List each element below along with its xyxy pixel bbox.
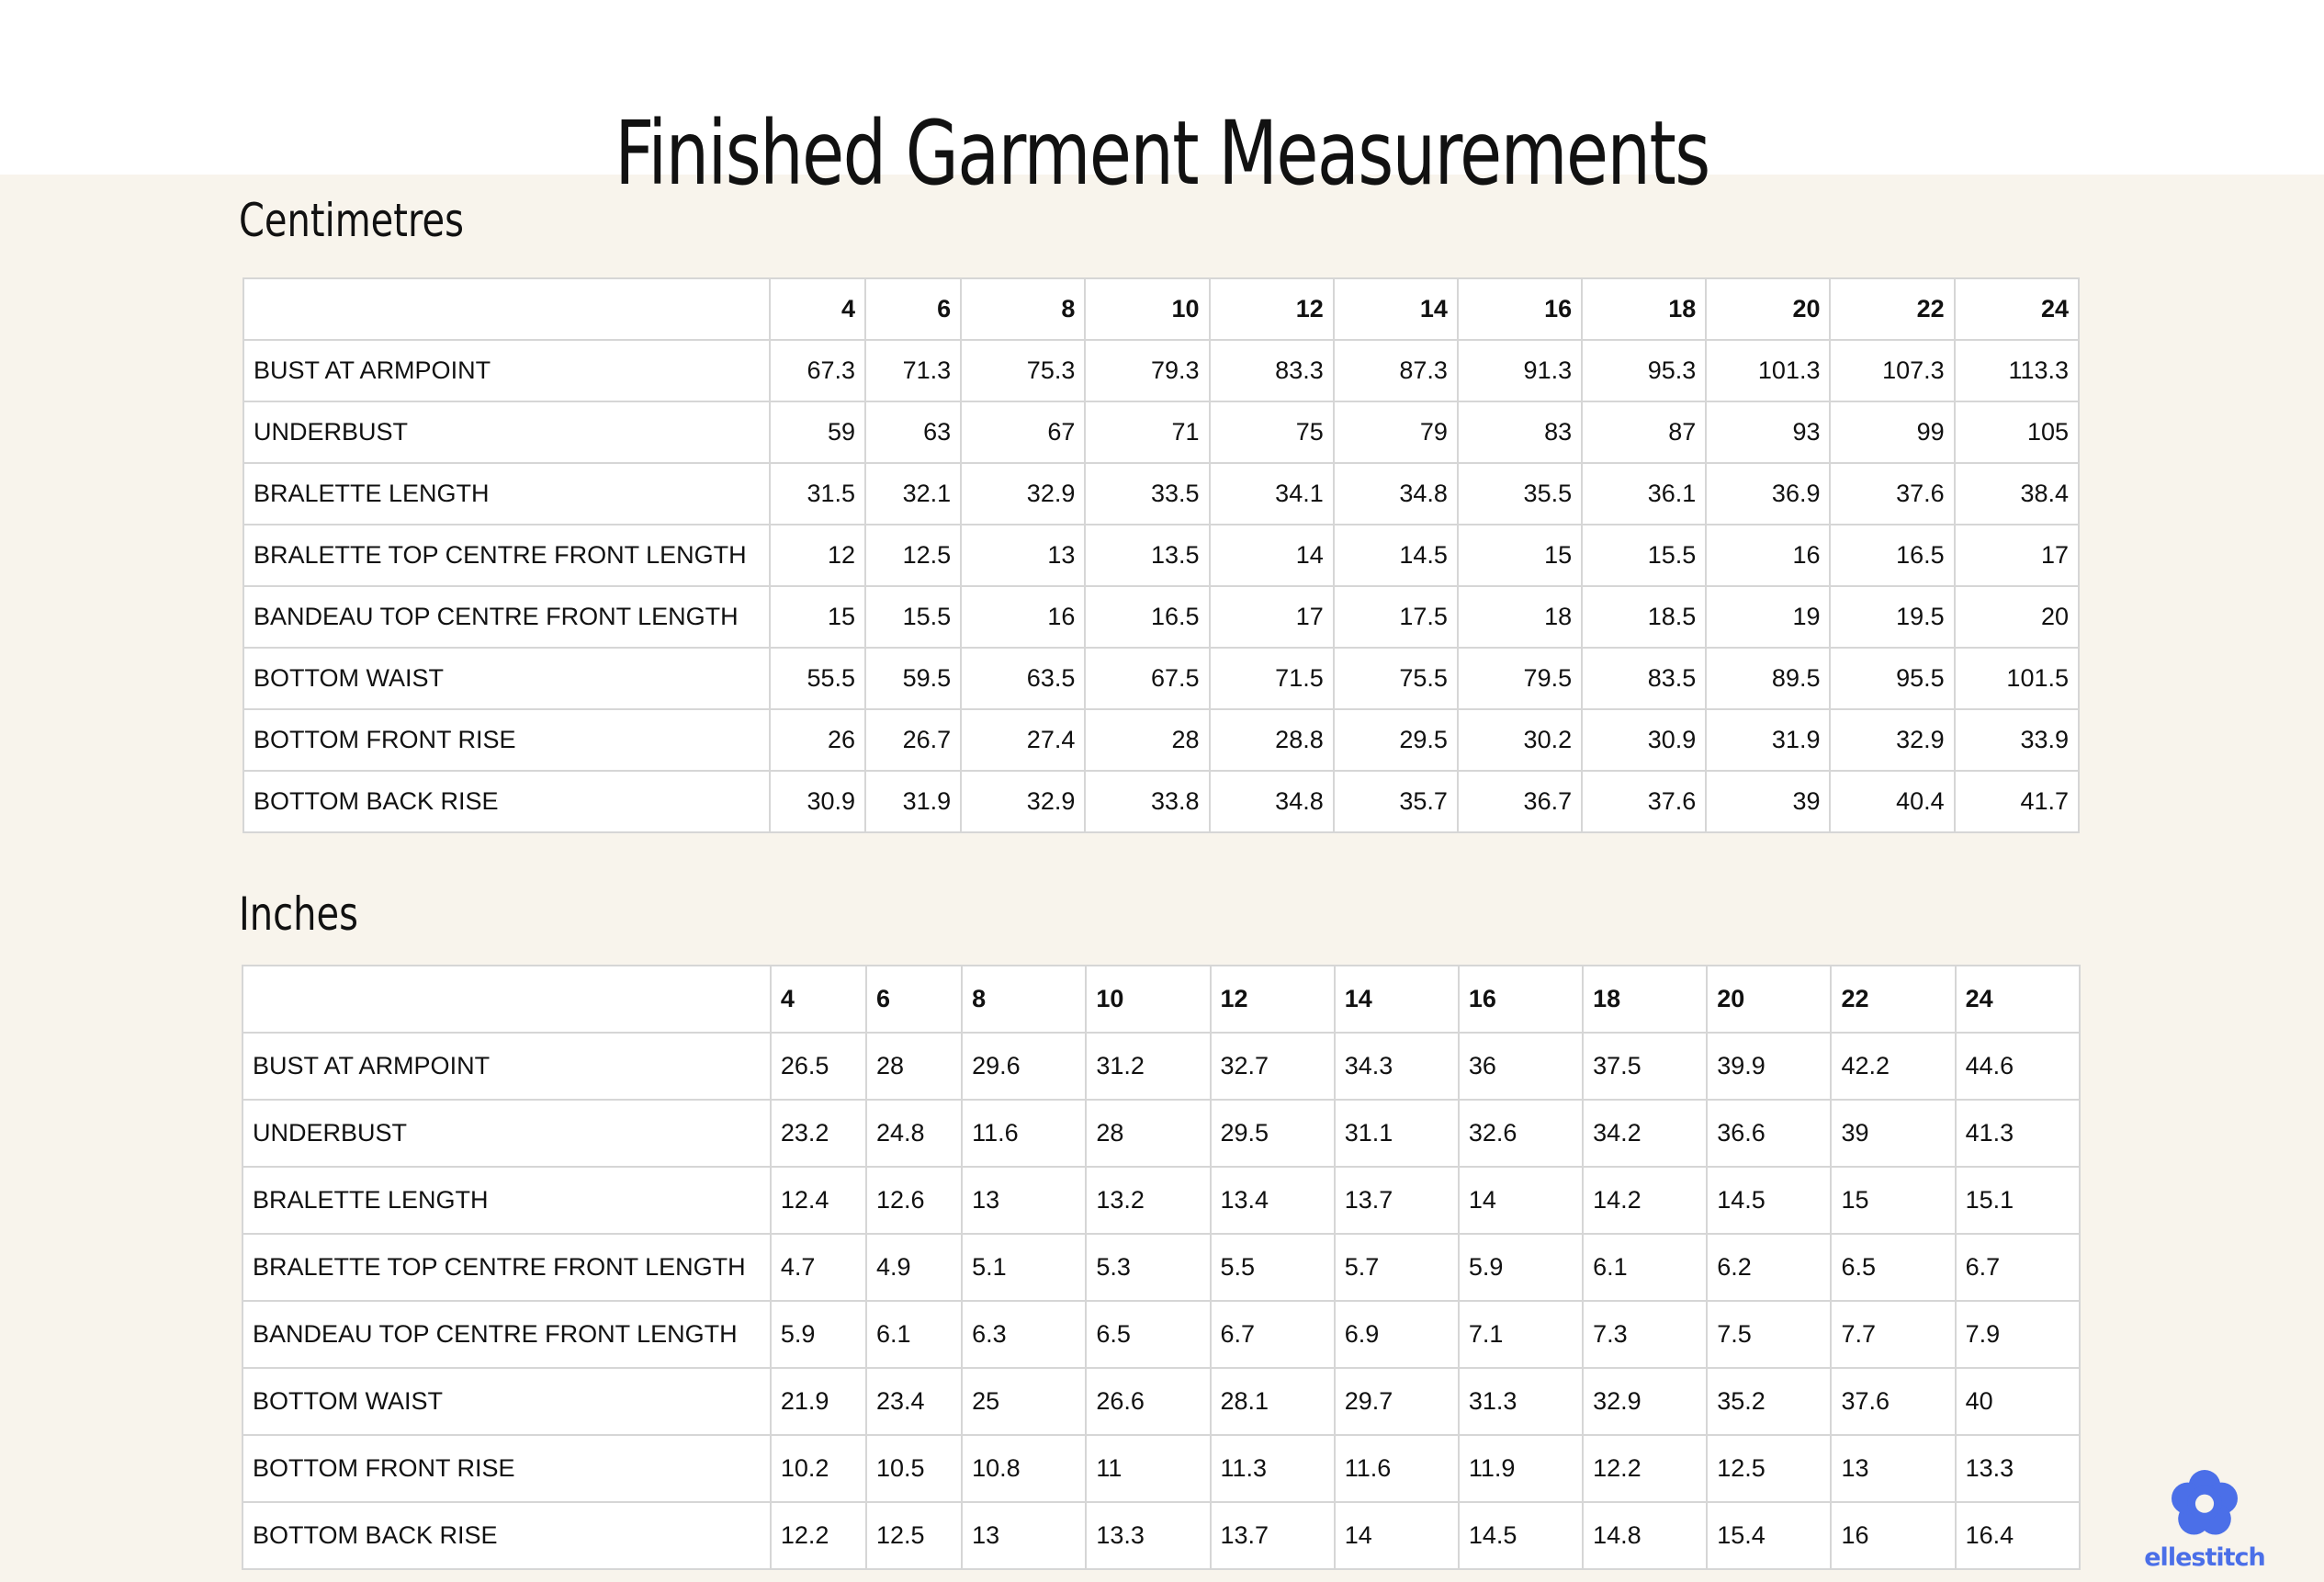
size-header-22: 22 (1830, 278, 1954, 340)
measurement-cell: 13 (962, 1167, 1086, 1234)
measurement-cell: 33.9 (1955, 709, 2079, 771)
measurement-cell: 7.9 (1956, 1301, 2080, 1368)
measurement-cell: 31.5 (770, 463, 865, 525)
measurement-cell: 71.5 (1210, 648, 1334, 709)
measurement-cell: 13.7 (1211, 1502, 1335, 1569)
inches-header-row (243, 966, 2080, 1033)
measurement-cell: 25 (962, 1368, 1086, 1435)
measurement-cell: 42.2 (1831, 1033, 1955, 1100)
measurement-cell: 67.3 (770, 340, 865, 401)
row-label: BRALETTE TOP CENTRE FRONT LENGTH (243, 1234, 771, 1301)
measurement-cell: 13 (962, 1502, 1086, 1569)
size-header-4: 4 (770, 278, 865, 340)
measurement-cell: 5.9 (1459, 1234, 1583, 1301)
measurement-cell: 6.1 (866, 1301, 962, 1368)
measurement-cell: 95.5 (1830, 648, 1954, 709)
measurement-cell: 14.5 (1459, 1502, 1583, 1569)
measurement-cell: 29.7 (1335, 1368, 1459, 1435)
measurement-cell: 41.3 (1956, 1100, 2080, 1167)
row-label: UNDERBUST (243, 1100, 771, 1167)
measurement-cell: 37.6 (1830, 463, 1954, 525)
measurement-cell: 14.8 (1583, 1502, 1707, 1569)
table-row (243, 525, 2079, 586)
measurement-cell: 34.1 (1210, 463, 1334, 525)
measurement-cell: 89.5 (1706, 648, 1830, 709)
measurement-cell: 34.3 (1335, 1033, 1459, 1100)
measurement-cell: 31.2 (1086, 1033, 1210, 1100)
measurement-cell: 15 (770, 586, 865, 648)
measurement-cell: 13.4 (1211, 1167, 1335, 1234)
measurement-cell: 6.2 (1707, 1234, 1831, 1301)
measurement-cell: 36.1 (1582, 463, 1706, 525)
row-label: UNDERBUST (243, 401, 770, 463)
row-label: BRALETTE LENGTH (243, 463, 770, 525)
measurement-cell: 83 (1458, 401, 1582, 463)
measurement-cell: 11.3 (1211, 1435, 1335, 1502)
row-label: BRALETTE LENGTH (243, 1167, 771, 1234)
measurement-cell: 24.8 (866, 1100, 962, 1167)
size-header-6: 6 (866, 966, 962, 1033)
measurement-cell: 34.2 (1583, 1100, 1707, 1167)
measurement-cell: 67 (961, 401, 1085, 463)
row-label: BOTTOM WAIST (243, 648, 770, 709)
measurement-cell: 105 (1955, 401, 2079, 463)
measurement-cell: 10.5 (866, 1435, 962, 1502)
measurement-cell: 40 (1956, 1368, 2080, 1435)
centimetres-header (243, 278, 2079, 340)
measurement-cell: 7.7 (1831, 1301, 1955, 1368)
size-header-20: 20 (1707, 966, 1831, 1033)
row-label: BUST AT ARMPOINT (243, 1033, 771, 1100)
measurement-cell: 79.5 (1458, 648, 1582, 709)
measurement-cell: 35.7 (1334, 771, 1458, 832)
size-header-24: 24 (1956, 966, 2080, 1033)
measurement-cell: 29.5 (1211, 1100, 1335, 1167)
measurement-cell: 75 (1210, 401, 1334, 463)
measurement-cell: 14.2 (1583, 1167, 1707, 1234)
measurement-cell: 16.4 (1956, 1502, 2080, 1569)
measurement-cell: 14 (1459, 1167, 1583, 1234)
measurement-cell: 44.6 (1956, 1033, 2080, 1100)
size-header-8: 8 (961, 278, 1085, 340)
measurement-cell: 63.5 (961, 648, 1085, 709)
table-row (243, 586, 2079, 648)
measurement-cell: 28 (1086, 1100, 1210, 1167)
measurement-cell: 29.6 (962, 1033, 1086, 1100)
measurement-cell: 32.7 (1211, 1033, 1335, 1100)
measurement-cell: 16.5 (1085, 586, 1209, 648)
inches-table (242, 965, 2081, 1570)
measurement-cell: 37.6 (1831, 1368, 1955, 1435)
measurement-cell: 31.3 (1459, 1368, 1583, 1435)
measurement-cell: 31.1 (1335, 1100, 1459, 1167)
measurement-cell: 18 (1458, 586, 1582, 648)
inches-body (243, 1033, 2080, 1569)
inches-header (243, 966, 2080, 1033)
measurement-cell: 36.6 (1707, 1100, 1831, 1167)
measurement-cell: 75.5 (1334, 648, 1458, 709)
measurement-cell: 6.9 (1335, 1301, 1459, 1368)
table-row (243, 1502, 2080, 1569)
size-header-14: 14 (1334, 278, 1458, 340)
measurement-cell: 101.3 (1706, 340, 1830, 401)
measurement-cell: 6.3 (962, 1301, 1086, 1368)
measurement-cell: 29.5 (1334, 709, 1458, 771)
centimetres-header-row (243, 278, 2079, 340)
inches-heading: Inches (239, 887, 358, 941)
size-header-10: 10 (1085, 278, 1209, 340)
table-row (243, 463, 2079, 525)
measurement-cell: 71.3 (865, 340, 961, 401)
measurement-cell: 6.7 (1956, 1234, 2080, 1301)
measurement-cell: 95.3 (1582, 340, 1706, 401)
measurement-cell: 93 (1706, 401, 1830, 463)
measurement-cell: 13.3 (1086, 1502, 1210, 1569)
table-row (243, 648, 2079, 709)
centimetres-body (243, 340, 2079, 832)
table-row (243, 401, 2079, 463)
row-label: BRALETTE TOP CENTRE FRONT LENGTH (243, 525, 770, 586)
table-row (243, 1167, 2080, 1234)
measurement-cell: 7.3 (1583, 1301, 1707, 1368)
measurement-cell: 67.5 (1085, 648, 1209, 709)
table-row (243, 1435, 2080, 1502)
measurement-cell: 12.4 (771, 1167, 866, 1234)
header-corner-cell (243, 966, 771, 1033)
measurement-cell: 10.8 (962, 1435, 1086, 1502)
measurement-cell: 5.7 (1335, 1234, 1459, 1301)
measurement-cell: 13.5 (1085, 525, 1209, 586)
measurement-cell: 30.9 (770, 771, 865, 832)
measurement-cell: 14 (1335, 1502, 1459, 1569)
measurement-cell: 19 (1706, 586, 1830, 648)
measurement-cell: 55.5 (770, 648, 865, 709)
measurement-cell: 79.3 (1085, 340, 1209, 401)
measurement-cell: 27.4 (961, 709, 1085, 771)
row-label: BOTTOM BACK RISE (243, 1502, 771, 1569)
size-header-14: 14 (1335, 966, 1459, 1033)
measurement-cell: 15.5 (1582, 525, 1706, 586)
measurement-cell: 79 (1334, 401, 1458, 463)
size-header-10: 10 (1086, 966, 1210, 1033)
flower-icon (2172, 1470, 2238, 1536)
row-label: BOTTOM BACK RISE (243, 771, 770, 832)
measurement-cell: 87.3 (1334, 340, 1458, 401)
measurement-cell: 23.2 (771, 1100, 866, 1167)
measurement-cell: 7.1 (1459, 1301, 1583, 1368)
measurement-cell: 36 (1459, 1033, 1583, 1100)
size-header-16: 16 (1459, 966, 1583, 1033)
measurement-cell: 37.6 (1582, 771, 1706, 832)
measurement-cell: 34.8 (1210, 771, 1334, 832)
measurement-cell: 10.2 (771, 1435, 866, 1502)
measurement-cell: 26.7 (865, 709, 961, 771)
header-corner-cell (243, 278, 770, 340)
measurement-cell: 14.5 (1334, 525, 1458, 586)
measurement-cell: 11.6 (1335, 1435, 1459, 1502)
size-header-12: 12 (1211, 966, 1335, 1033)
measurement-cell: 39 (1706, 771, 1830, 832)
measurement-cell: 33.5 (1085, 463, 1209, 525)
measurement-cell: 6.5 (1831, 1234, 1955, 1301)
measurement-cell: 34.8 (1334, 463, 1458, 525)
measurement-cell: 30.9 (1582, 709, 1706, 771)
row-label: BOTTOM WAIST (243, 1368, 771, 1435)
measurement-cell: 5.5 (1211, 1234, 1335, 1301)
table-row (243, 1234, 2080, 1301)
measurement-cell: 12.2 (1583, 1435, 1707, 1502)
measurement-cell: 12.5 (1707, 1435, 1831, 1502)
measurement-cell: 32.9 (1583, 1368, 1707, 1435)
size-header-12: 12 (1210, 278, 1334, 340)
measurement-cell: 83.3 (1210, 340, 1334, 401)
measurement-cell: 59 (770, 401, 865, 463)
measurement-cell: 38.4 (1955, 463, 2079, 525)
measurement-cell: 33.8 (1085, 771, 1209, 832)
measurement-cell: 18.5 (1582, 586, 1706, 648)
row-label: BOTTOM FRONT RISE (243, 1435, 771, 1502)
page-title: Finished Garment Measurements (615, 102, 1709, 206)
measurement-cell: 32.6 (1459, 1100, 1583, 1167)
brand-logo-text: ellestitch (2144, 1543, 2265, 1572)
measurement-cell: 28.8 (1210, 709, 1334, 771)
measurement-cell: 5.1 (962, 1234, 1086, 1301)
measurement-cell: 16 (961, 586, 1085, 648)
measurement-cell: 99 (1830, 401, 1954, 463)
measurement-cell: 13.2 (1086, 1167, 1210, 1234)
measurement-cell: 32.9 (961, 463, 1085, 525)
measurement-cell: 32.9 (1830, 709, 1954, 771)
measurement-cell: 39.9 (1707, 1033, 1831, 1100)
measurement-cell: 87 (1582, 401, 1706, 463)
size-header-6: 6 (865, 278, 961, 340)
table-row (243, 1368, 2080, 1435)
table-row (243, 771, 2079, 832)
measurement-cell: 16 (1831, 1502, 1955, 1569)
size-header-16: 16 (1458, 278, 1582, 340)
measurement-cell: 5.3 (1086, 1234, 1210, 1301)
size-header-18: 18 (1583, 966, 1707, 1033)
measurement-cell: 6.5 (1086, 1301, 1210, 1368)
measurement-cell: 17.5 (1334, 586, 1458, 648)
size-header-20: 20 (1706, 278, 1830, 340)
brand-logo (2140, 1470, 2269, 1571)
measurement-cell: 14 (1210, 525, 1334, 586)
measurement-cell: 23.4 (866, 1368, 962, 1435)
table-row (243, 709, 2079, 771)
size-header-24: 24 (1955, 278, 2079, 340)
measurement-cell: 16 (1706, 525, 1830, 586)
centimetres-table (243, 277, 2080, 833)
measurement-cell: 31.9 (1706, 709, 1830, 771)
measurement-cell: 41.7 (1955, 771, 2079, 832)
measurement-cell: 107.3 (1830, 340, 1954, 401)
measurement-cell: 83.5 (1582, 648, 1706, 709)
measurement-cell: 12.5 (865, 525, 961, 586)
measurement-cell: 101.5 (1955, 648, 2079, 709)
measurement-cell: 11 (1086, 1435, 1210, 1502)
size-header-18: 18 (1582, 278, 1706, 340)
measurement-cell: 17 (1210, 586, 1334, 648)
size-header-8: 8 (962, 966, 1086, 1033)
table-row (243, 340, 2079, 401)
measurement-cell: 12.6 (866, 1167, 962, 1234)
measurement-cell: 7.5 (1707, 1301, 1831, 1368)
measurement-cell: 13 (1831, 1435, 1955, 1502)
measurement-cell: 12 (770, 525, 865, 586)
measurement-cell: 32.1 (865, 463, 961, 525)
measurement-cell: 11.6 (962, 1100, 1086, 1167)
measurement-cell: 15.4 (1707, 1502, 1831, 1569)
measurement-cell: 13 (961, 525, 1085, 586)
measurement-cell: 5.9 (771, 1301, 866, 1368)
table-row (243, 1100, 2080, 1167)
row-label: BOTTOM FRONT RISE (243, 709, 770, 771)
measurement-cell: 75.3 (961, 340, 1085, 401)
measurement-cell: 11.9 (1459, 1435, 1583, 1502)
measurement-cell: 6.7 (1211, 1301, 1335, 1368)
measurement-cell: 40.4 (1830, 771, 1954, 832)
measurement-cell: 39 (1831, 1100, 1955, 1167)
measurement-cell: 21.9 (771, 1368, 866, 1435)
centimetres-heading: Centimetres (239, 194, 464, 247)
measurement-cell: 4.9 (866, 1234, 962, 1301)
measurement-cell: 4.7 (771, 1234, 866, 1301)
table-row (243, 1301, 2080, 1368)
table-row (243, 1033, 2080, 1100)
measurement-cell: 30.2 (1458, 709, 1582, 771)
size-header-4: 4 (771, 966, 866, 1033)
measurement-cell: 26 (770, 709, 865, 771)
measurement-cell: 91.3 (1458, 340, 1582, 401)
measurement-cell: 36.7 (1458, 771, 1582, 832)
measurement-cell: 15 (1458, 525, 1582, 586)
size-header-22: 22 (1831, 966, 1955, 1033)
measurement-cell: 35.5 (1458, 463, 1582, 525)
measurement-cell: 20 (1955, 586, 2079, 648)
measurement-cell: 15.1 (1956, 1167, 2080, 1234)
measurement-cell: 12.5 (866, 1502, 962, 1569)
measurement-cell: 28 (1085, 709, 1209, 771)
measurement-cell: 19.5 (1830, 586, 1954, 648)
measurement-cell: 71 (1085, 401, 1209, 463)
measurement-cell: 15 (1831, 1167, 1955, 1234)
measurement-cell: 113.3 (1955, 340, 2079, 401)
measurement-cell: 36.9 (1706, 463, 1830, 525)
measurement-cell: 26.5 (771, 1033, 866, 1100)
measurement-cell: 13.7 (1335, 1167, 1459, 1234)
measurement-cell: 26.6 (1086, 1368, 1210, 1435)
measurement-cell: 63 (865, 401, 961, 463)
measurement-cell: 13.3 (1956, 1435, 2080, 1502)
measurement-cell: 16.5 (1830, 525, 1954, 586)
measurement-cell: 59.5 (865, 648, 961, 709)
measurement-cell: 12.2 (771, 1502, 866, 1569)
measurement-cell: 28 (866, 1033, 962, 1100)
measurement-cell: 15.5 (865, 586, 961, 648)
measurement-cell: 14.5 (1707, 1167, 1831, 1234)
measurement-cell: 32.9 (961, 771, 1085, 832)
measurement-cell: 35.2 (1707, 1368, 1831, 1435)
measurement-cell: 28.1 (1211, 1368, 1335, 1435)
row-label: BANDEAU TOP CENTRE FRONT LENGTH (243, 586, 770, 648)
measurement-cell: 31.9 (865, 771, 961, 832)
row-label: BANDEAU TOP CENTRE FRONT LENGTH (243, 1301, 771, 1368)
measurement-cell: 6.1 (1583, 1234, 1707, 1301)
measurement-cell: 17 (1955, 525, 2079, 586)
measurement-cell: 37.5 (1583, 1033, 1707, 1100)
row-label: BUST AT ARMPOINT (243, 340, 770, 401)
